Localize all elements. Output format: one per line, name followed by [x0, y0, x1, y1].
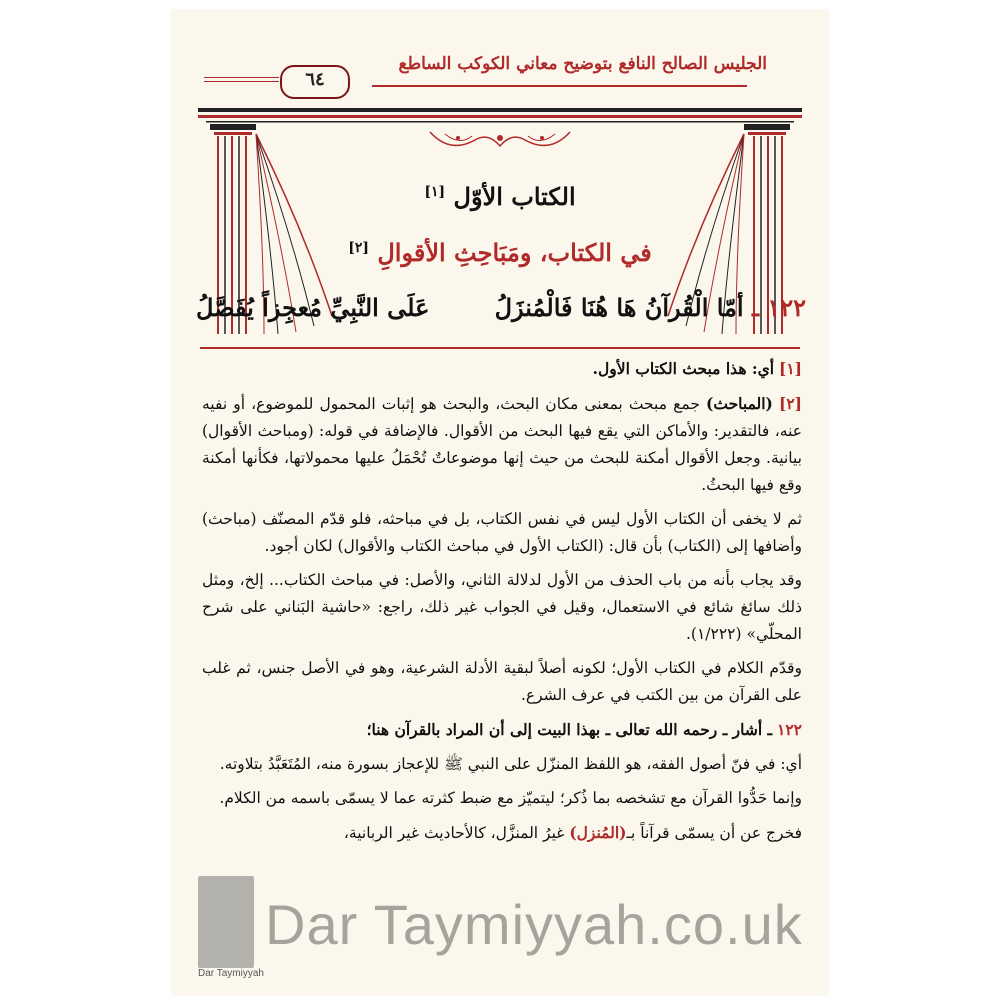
verse-divider	[200, 347, 800, 349]
running-header-title: الجليس الصالح النافع بتوضيح معاني الكوكب الساطع	[398, 54, 767, 74]
header-side-rule	[204, 74, 279, 86]
section-title	[172, 238, 828, 267]
paragraph-4: وقد يجاب بأنه من باب الحذف من الأول لدلالة الثاني، والأصل: في مباحث الكتاب... إلخ، ومثل ذلك سائغ شائع في الاستعمال، وقيل في الجواب غير ذلك، راجع: «حاشية البَناني على شرح المحلّي» (١/٢٢٢).	[202, 571, 802, 643]
verse-number: ١٢٢ ـ	[751, 293, 806, 322]
chapter-title-text: الكتاب الأوّل	[453, 182, 576, 211]
verse-second-half: عَلَى النَّبِيِّ مُعجِزاً يُفَصَّلُ	[196, 293, 430, 322]
watermark-text: Dar Taymiyyah.co.uk	[265, 893, 803, 956]
verse-commentary	[202, 716, 802, 744]
verse-first-half	[495, 293, 806, 322]
center-scroll-ornament	[430, 132, 570, 146]
paragraph-5: وقدّم الكلام في الكتاب الأول؛ لكونه أصلاً لبقية الأدلة الشرعية، وهو في الأصل جنس، ثم غلب على القرآن من بين الكتب في عرف الشرع.	[202, 659, 802, 704]
header-underline	[372, 85, 747, 87]
commentary-body	[202, 355, 802, 854]
page-number-badge	[280, 65, 350, 99]
verse-commentary-number: ١٢٢	[777, 720, 802, 739]
section-title-text: في الكتاب، ومَبَاحِثِ الأقوالِ	[377, 238, 652, 267]
page-number: ٦٤	[305, 69, 325, 90]
paragraph-8: وإنما حَدُّوا القرآن مع تشخصه بما ذُكر؛ ليتميّز مع ضبط كثرته عما لا يسمّى باسمه من الكلام.	[219, 789, 802, 807]
verse-first-half-text: أمّا الْقُرآنُ هَا هُنَا فَالْمُنزَلُ	[494, 293, 744, 322]
paragraph-7: أي: في فنّ أصول الفقه، هو اللفظ المنزّل على النبي ﷺ للإعجاز بسورة منه، المُتَعَبَّدُ بتلاوته.	[219, 755, 802, 773]
section-footnote-ref: [٢]	[348, 240, 369, 256]
chapter-title	[172, 182, 828, 211]
paragraph-9-highlight: (المُنزل)	[569, 823, 627, 842]
paragraph-9-a: فخرج عن أن يسمّى قرآناً بـ	[626, 824, 802, 842]
paragraph-9	[202, 819, 802, 847]
book-page	[172, 10, 828, 995]
paragraph-9-b: غيرُ المنزَّل، كالأحاديث غير الربانية،	[343, 824, 570, 842]
watermark-logo	[198, 876, 254, 968]
note-2-ref: [٢]	[779, 394, 803, 413]
chapter-footnote-ref: [١]	[424, 184, 446, 200]
note-1-text: أي: هذا مبحث الكتاب الأول.	[592, 359, 775, 378]
note-1	[202, 355, 802, 383]
note-2	[202, 390, 802, 499]
paragraph-3: ثم لا يخفى أن الكتاب الأول ليس في نفس الكتاب، بل في مباحثه، فلو قدّم المصنّف (مباحث) وأضافها إلى (الكتاب) بأن قال: (الكتاب الأول في مباحث الكتاب والأقوال) لكان أجود.	[202, 510, 802, 555]
note-2-label: (المباحث)	[706, 394, 773, 413]
note-2-text: جمع مبحث بمعنى مكان البحث، والبحث هو إثبات المحمول للموضوع، أو نفيه عنه، فالتقدير: والأماكن التي يقع فيها البحث من الأقوال. فالإضافة في قوله: (ومباحث الأقوال) بيانية. وجعل الأقوال أمكنة للبحث من حيث إنها موضوعاتٌ تُحْمَلُ عليها محمولاتها، فكأنها أمكنة وقع فيها البحثُ.	[202, 395, 802, 494]
poem-verse	[196, 293, 806, 322]
watermark-logo-caption: Dar Taymiyyah	[198, 968, 264, 979]
verse-commentary-text: ـ أشار ـ رحمه الله تعالى ـ بهذا البيت إلى أن المراد بالقرآن هنا؛	[366, 720, 773, 739]
note-1-ref: [١]	[778, 359, 802, 378]
